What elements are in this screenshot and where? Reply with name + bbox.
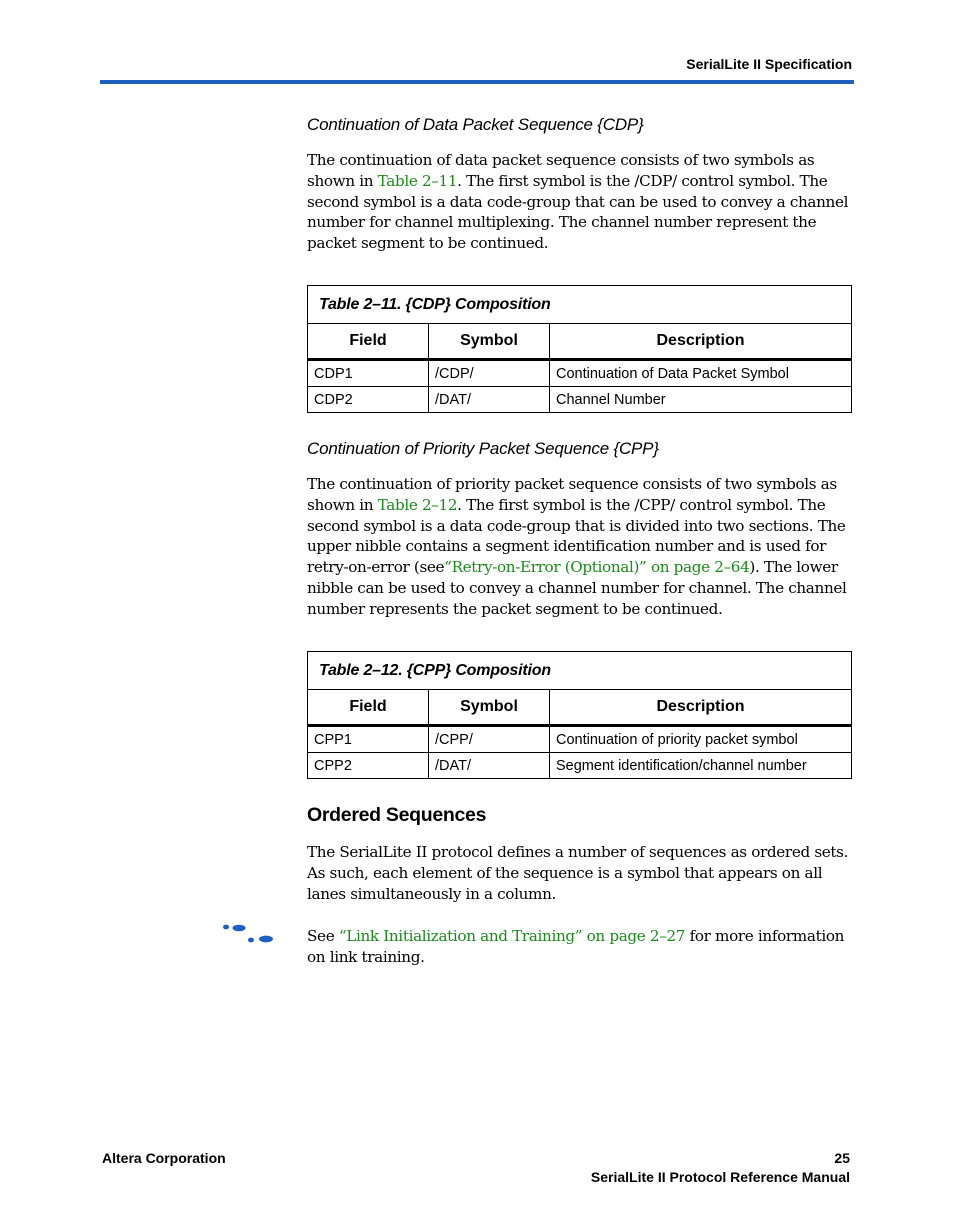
cpp-para-text-2: . The first symbol is the /CPP/ control symbol. The second symbol is a data code-group that is divided into two sections. The upper nibble contains a segment identification number and is used for retry-on-error (see bbox=[307, 495, 846, 577]
note-text-2: for more information on link training. bbox=[307, 927, 845, 966]
cdp-col-field: Field bbox=[308, 324, 429, 360]
cpp-heading: Continuation of Priority Packet Sequence {CPP} bbox=[307, 439, 659, 458]
footprints-icon bbox=[222, 923, 276, 945]
cpp-paragraph-block bbox=[307, 474, 852, 620]
cdp-paragraph bbox=[307, 150, 852, 254]
cpp-para-text-1: The continuation of priority packet sequence consists of two symbols as shown in bbox=[307, 475, 837, 514]
cdp-heading: Continuation of Data Packet Sequence {CDP} bbox=[307, 115, 644, 134]
note-block bbox=[307, 926, 852, 968]
table-cell: /DAT/ bbox=[429, 753, 550, 779]
cdp-col-symbol: Symbol bbox=[429, 324, 550, 360]
table-cell: /CDP/ bbox=[429, 360, 550, 387]
link-initialization-link[interactable]: “Link Initialization and Training” on page 2–27 bbox=[338, 927, 686, 945]
cpp-table-caption: Table 2–12. {CPP} Composition bbox=[308, 652, 852, 690]
table-cell: CPP1 bbox=[308, 726, 429, 753]
table-cell: /DAT/ bbox=[429, 387, 550, 413]
cdp-para-text-2: . The first symbol is the /CDP/ control symbol. The second symbol is a data code-group that can be used to convey a channel number for channel multiplexing. The channel number represent the packet segment to be continued. bbox=[307, 171, 849, 253]
cdp-table bbox=[307, 285, 852, 413]
ordered-paragraph: The SerialLite II protocol defines a number of sequences as ordered sets. As such, each element of the sequence is a symbol that appears on all lanes simultaneously in a column. bbox=[307, 843, 849, 903]
page-number: 25 bbox=[834, 1150, 850, 1166]
cpp-paragraph bbox=[307, 474, 852, 620]
ordered-sequences-heading: Ordered Sequences bbox=[307, 804, 487, 826]
note-paragraph bbox=[307, 926, 852, 968]
table-cell: CPP2 bbox=[308, 753, 429, 779]
cdp-paragraph-block bbox=[307, 150, 852, 254]
ordered-paragraph-block bbox=[307, 842, 852, 904]
cpp-col-description: Description bbox=[550, 690, 852, 726]
cpp-table-link[interactable]: Table 2–12 bbox=[377, 495, 458, 514]
table-cell: CDP2 bbox=[308, 387, 429, 413]
cpp-col-symbol: Symbol bbox=[429, 690, 550, 726]
retry-on-error-link[interactable]: “Retry-on-Error (Optional)” on page 2–64 bbox=[444, 558, 750, 577]
running-header: SerialLite II Specification bbox=[686, 56, 852, 72]
cpp-section bbox=[307, 439, 852, 459]
cdp-table-link[interactable]: Table 2–11 bbox=[377, 171, 458, 190]
cpp-para-text-3: ). The lower nibble can be used to convey a channel number for channel. The channel number represents the packet segment to be continued. bbox=[307, 558, 847, 618]
cdp-section bbox=[307, 115, 852, 135]
table-row bbox=[308, 726, 852, 753]
table-row bbox=[308, 360, 852, 387]
cpp-col-field: Field bbox=[308, 690, 429, 726]
table-cell: Segment identification/channel number bbox=[550, 753, 852, 779]
table-row bbox=[308, 387, 852, 413]
cpp-table bbox=[307, 651, 852, 779]
table-cell: Continuation of Data Packet Symbol bbox=[550, 360, 852, 387]
table-cell: CDP1 bbox=[308, 360, 429, 387]
table-cell: /CPP/ bbox=[429, 726, 550, 753]
note-text-1: See bbox=[307, 927, 339, 945]
header-rule bbox=[100, 80, 854, 84]
footer-manual-title: SerialLite II Protocol Reference Manual bbox=[590, 1169, 850, 1185]
cdp-col-description: Description bbox=[550, 324, 852, 360]
table-cell: Continuation of priority packet symbol bbox=[550, 726, 852, 753]
cdp-table-caption: Table 2–11. {CDP} Composition bbox=[308, 286, 852, 324]
table-cell: Channel Number bbox=[550, 387, 852, 413]
table-row bbox=[308, 753, 852, 779]
footer-company: Altera Corporation bbox=[102, 1150, 226, 1166]
cdp-para-text-1: The continuation of data packet sequence consists of two symbols as shown in bbox=[307, 151, 815, 190]
